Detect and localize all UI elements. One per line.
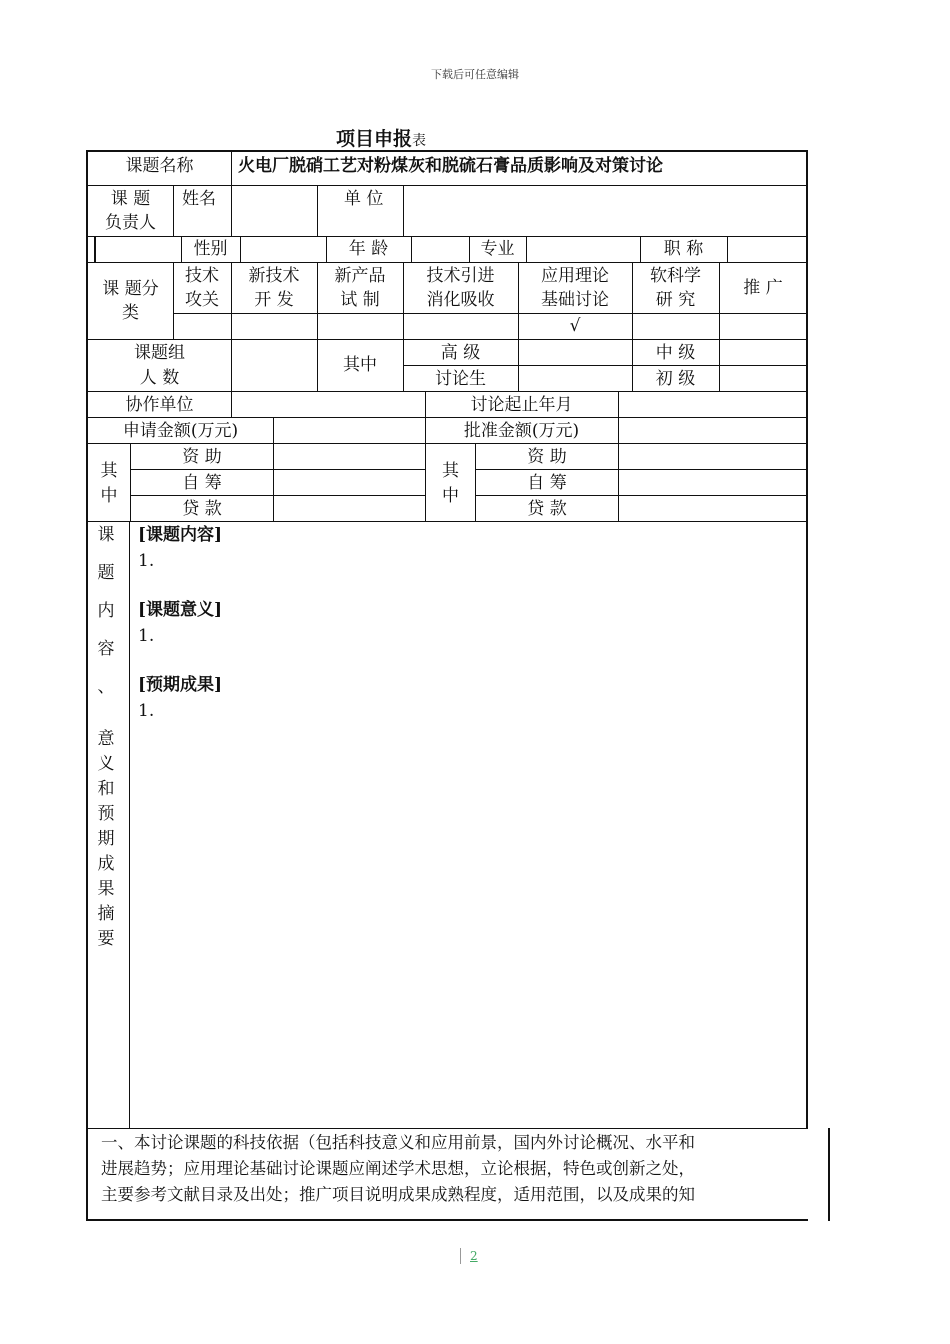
section1-line3: 主要参考文献目录及出处；推广项目说明成果成熟程度，适用范围，以及成果的知 <box>101 1185 695 1204</box>
leader-label-line2: 负责人 <box>105 213 156 233</box>
senior-label: 高 级 <box>440 343 481 363</box>
side-char: 成 <box>97 854 115 874</box>
funds-loan-left: 贷 款 <box>182 499 222 519</box>
side-char: 义 <box>97 754 115 774</box>
row-divider <box>87 185 807 186</box>
meaning-item: 1. <box>138 626 155 646</box>
funds-among-left-2: 中 <box>100 486 118 506</box>
side-char: 摘 <box>97 904 115 924</box>
category-new-tech-2: 开 发 <box>254 290 294 310</box>
category-new-product-2: 试 制 <box>340 290 380 310</box>
topic-name-value: 火电厂脱硝工艺对粉煤灰和脱硫石膏品质影响及对策讨论 <box>238 156 663 176</box>
group-count-label-line1: 课题组 <box>134 343 185 363</box>
funds-subsidy-right: 资 助 <box>527 447 567 467</box>
col-divider <box>518 339 519 391</box>
side-char: 要 <box>97 929 115 949</box>
row-divider <box>173 313 807 314</box>
side-char: 课 <box>97 525 115 545</box>
side-char: 和 <box>97 779 115 799</box>
topic-name-label: 课题名称 <box>125 156 194 176</box>
col-divider <box>719 262 720 339</box>
row-divider <box>87 443 807 444</box>
side-char: 预 <box>97 804 115 824</box>
col-divider <box>129 521 130 1128</box>
section1-line2: 进展趋势；应用理论基础讨论课题应阐述学术思想，立论根据，特色或创新之处， <box>101 1159 695 1178</box>
row-divider <box>130 495 425 496</box>
document-title <box>336 124 426 151</box>
row-divider <box>87 1128 807 1129</box>
funds-loan-right: 贷 款 <box>527 499 567 519</box>
category-promotion: 推 广 <box>743 278 783 298</box>
row-divider <box>475 469 807 470</box>
side-char: 意 <box>97 729 115 749</box>
funds-self-right: 自 筹 <box>527 473 567 493</box>
col-divider <box>403 185 404 236</box>
funds-self-left: 自 筹 <box>182 473 222 493</box>
side-char: 期 <box>97 829 115 849</box>
title-label: 职 称 <box>663 239 704 259</box>
side-char: 内 <box>97 601 115 621</box>
col-divider <box>526 236 527 262</box>
category-tech-import-2: 消化吸收 <box>426 290 495 310</box>
title-main: 项目申报 <box>336 128 413 150</box>
row-divider <box>87 391 807 392</box>
row-divider <box>87 417 807 418</box>
funds-subsidy-left: 资 助 <box>182 447 222 467</box>
classification-label-line1: 课 题分 <box>102 279 159 299</box>
funds-among-right-2: 中 <box>442 486 459 506</box>
category-applied-theory-2: 基础讨论 <box>541 290 609 310</box>
row-divider <box>87 521 807 522</box>
category-tech-import: 技术引进 <box>426 266 495 286</box>
classification-label-line2: 类 <box>122 303 139 323</box>
side-char: 容 <box>97 639 115 659</box>
col-divider <box>727 236 728 262</box>
major-label: 专业 <box>480 239 515 259</box>
category-tech-tackle: 技术 <box>185 266 219 286</box>
research-period-label: 讨论起止年月 <box>470 395 573 415</box>
apply-amount-label: 申请金额(万元) <box>122 421 239 441</box>
side-char: 果 <box>97 879 115 899</box>
col-divider <box>231 391 232 417</box>
category-new-product: 新产品 <box>334 266 386 286</box>
side-char: 、 <box>97 677 115 697</box>
name-label: 姓名 <box>182 189 216 209</box>
junior-label: 初 级 <box>655 369 696 389</box>
category-soft-science-2: 研 究 <box>655 290 696 310</box>
leader-label-line1: 课 题 <box>110 189 151 209</box>
col-divider <box>317 185 318 236</box>
result-heading: [预期成果] <box>138 675 223 695</box>
graduate-label: 讨论生 <box>435 369 486 389</box>
col-divider <box>173 185 174 236</box>
gender-label: 性别 <box>193 239 228 259</box>
group-count-label-line2: 人 数 <box>139 368 180 388</box>
funds-among-right-1: 其 <box>442 461 459 481</box>
col-divider <box>231 339 232 391</box>
footer-rule <box>460 1248 461 1264</box>
col-divider <box>94 236 96 262</box>
col-divider <box>240 236 241 262</box>
table-right-border-lower <box>828 1128 830 1221</box>
unit-label: 单 位 <box>344 189 384 209</box>
age-label: 年 龄 <box>348 239 389 259</box>
applied-theory-check-mark: √ <box>569 316 581 336</box>
col-divider <box>411 236 412 262</box>
category-new-tech: 新技术 <box>248 266 300 286</box>
col-divider <box>231 151 232 185</box>
col-divider <box>231 185 232 236</box>
row-divider <box>130 469 425 470</box>
result-item: 1. <box>138 701 155 721</box>
content-item: 1. <box>138 551 155 571</box>
funds-among-left-1: 其 <box>100 461 118 481</box>
title-suffix: 表 <box>412 133 427 149</box>
page-header: 下载后可任意编辑 <box>431 68 519 81</box>
col-divider <box>273 417 274 521</box>
group-among-label: 其中 <box>343 355 377 375</box>
row-divider <box>87 262 807 263</box>
middle-label: 中 级 <box>655 343 696 363</box>
category-soft-science: 软科学 <box>650 266 701 286</box>
row-divider <box>87 339 807 340</box>
approve-amount-label: 批准金额(万元) <box>463 421 580 441</box>
meaning-heading: [课题意义] <box>138 600 223 620</box>
category-applied-theory: 应用理论 <box>541 266 609 286</box>
col-divider <box>618 391 619 521</box>
side-char: 题 <box>97 563 115 583</box>
cooperation-unit-label: 协作单位 <box>125 395 194 415</box>
row-divider <box>475 495 807 496</box>
category-tech-tackle-2: 攻关 <box>185 290 219 310</box>
section1-line1: 一、本讨论课题的科技依据（包括科技意义和应用前景，国内外讨论概况、水平和 <box>101 1133 695 1152</box>
content-heading: [课题内容] <box>138 525 223 545</box>
page-number: 2 <box>470 1249 478 1263</box>
col-divider <box>719 339 720 391</box>
row-divider <box>403 365 807 366</box>
